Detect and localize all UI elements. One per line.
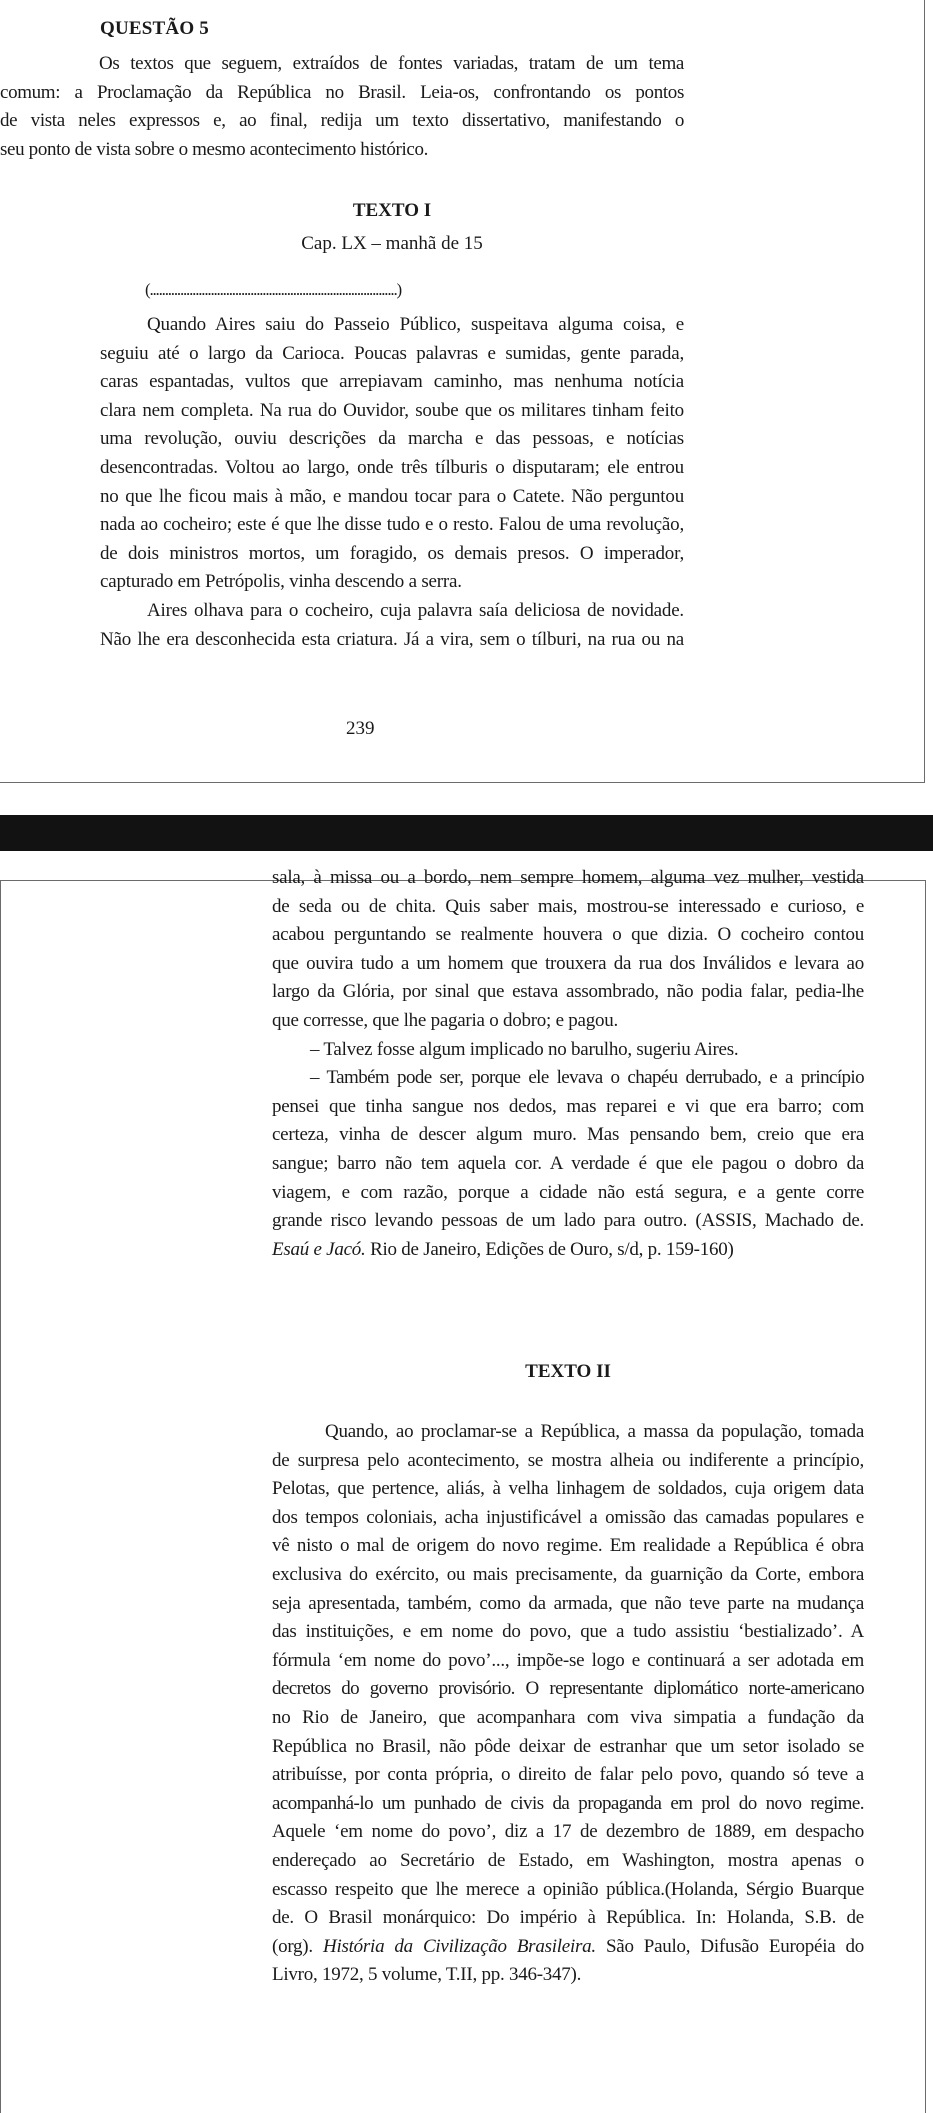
text-line: grande risco levando pessoas de um lado para outro. (ASSIS, Machado de. — [272, 1210, 864, 1232]
text-line: atribuísse, por conta própria, o direito de falar pelo povo, quando só teve a — [272, 1764, 864, 1786]
text-line: Não lhe era desconhecida esta criatura. Já a vira, sem o tílburi, na rua ou na — [100, 628, 684, 650]
text-line: nada ao cocheiro; este é que lhe disse tudo e o resto. Falou de uma revolução, — [100, 514, 684, 536]
citation-line — [272, 1933, 864, 1962]
text-line: decretos do governo provisório. O representante diplomático norte-americano — [272, 1678, 864, 1700]
text-line: Quando Aires saiu do Passeio Público, suspeitava alguma coisa, e — [147, 314, 684, 335]
omission-ellipsis: (.................................................................................) — [145, 280, 401, 299]
text-line: de surpresa pelo acontecimento, se mostra alheia ou indiferente a princípio, — [272, 1449, 864, 1471]
citation-line: Livro, 1972, 5 volume, T.II, pp. 346-347). — [272, 1964, 582, 1986]
text-line: no Rio de Janeiro, que acompanhara com viva simpatia a fundação da — [272, 1706, 864, 1728]
text-line: – Talvez fosse algum implicado no barulho, sugeriu Aires. — [310, 1038, 739, 1060]
text-line: de seda ou de chita. Quis saber mais, mostrou-se interessado e curioso, e — [272, 895, 864, 917]
text-line: capturado em Petrópolis, vinha descendo a serra. — [100, 571, 462, 593]
text-line: que ouvira tudo a um homem que trouxera da rua dos Inválidos e levara ao — [272, 952, 864, 974]
citation-details: Rio de Janeiro, Edições de Ouro, s/d, p. 159-160) — [365, 1238, 734, 1260]
question-intro — [0, 50, 684, 164]
intro-line: seu ponto de vista sobre o mesmo acontecimento histórico. — [0, 138, 429, 160]
page-239 — [0, 0, 925, 783]
text-line: sala, à missa ou a bordo, nem sempre homem, alguma vez mulher, vestida — [272, 867, 864, 888]
text-line: República no Brasil, não pôde deixar de estranhar que um setor isolado se — [272, 1735, 864, 1757]
texto-1-body-page-2 — [272, 864, 864, 1264]
text-line: Aquele ‘em nome do povo’, diz a 17 de dezembro de 1889, em despacho — [272, 1821, 864, 1843]
texto-1-body-page-1 — [100, 311, 684, 654]
text-line: escasso respeito que lhe merece a opinião pública.(Holanda, Sérgio Buarque — [272, 1878, 864, 1900]
text-line: Pelotas, que pertence, aliás, à velha linhagem de soldados, cuja origem data — [272, 1478, 864, 1500]
citation-details: São Paulo, Difusão Européia do — [595, 1935, 865, 1957]
text-line: Aires olhava para o cocheiro, cuja palavra saía deliciosa de novidade. — [147, 599, 684, 621]
text-line: endereçado ao Secretário de Estado, em Washington, mostra apenas o — [272, 1849, 864, 1871]
texto-2-body — [272, 1418, 864, 1990]
text-line: seja apresentada, também, como da armada, que não teve parte na mudança — [272, 1592, 864, 1614]
text-line: – Também pode ser, porque ele levava o chapéu derrubado, e a princípio — [310, 1067, 864, 1089]
text-line: dos tempos coloniais, acha injustificável a omissão das camadas populares e — [272, 1506, 864, 1528]
page-number: 239 — [346, 718, 375, 739]
text-line: uma revolução, ouviu descrições da marcha e das pessoas, e notícias — [100, 428, 684, 450]
text-line: pensei que tinha sangue nos dedos, mas reparei e vi que era barro; com — [272, 1095, 864, 1117]
text-line: viagem, e com razão, porque a cidade não está segura, e a gente corre — [272, 1181, 864, 1203]
text-line: de dois ministros mortos, um foragido, os demais presos. O imperador, — [100, 542, 684, 564]
text-line: no que lhe ficou mais à mão, e mandou tocar para o Catete. Não perguntou — [100, 485, 684, 507]
text-line: sangue; barro não tem aquela cor. A verdade é que ele pagou o dobro da — [272, 1152, 864, 1174]
text-line: que corresse, que lhe pagaria o dobro; e pagou. — [272, 1009, 618, 1031]
intro-line: comum: a Proclamação da República no Brasil. Leia-os, confrontando os pontos — [0, 81, 684, 103]
text-line: Quando, ao proclamar-se a República, a massa da população, tomada — [325, 1421, 864, 1442]
text-line: largo da Glória, por sinal que estava assombrado, não podia falar, pedia-lhe — [272, 981, 864, 1003]
citation-prefix: (org). — [272, 1935, 323, 1957]
text-line: fórmula ‘em nome do povo’..., impõe-se logo e continuará a ser adotada em — [272, 1649, 864, 1671]
text-line: exclusiva do exército, ou mais precisamente, da guarnição da Corte, embora — [272, 1563, 864, 1585]
text-line: caras espantadas, vultos que arrepiavam caminho, mas nenhuma notícia — [100, 371, 684, 393]
texto-2-heading: TEXTO II — [525, 1361, 611, 1382]
text-line: acompanhá-lo um punhado de civis da propaganda em prol do novo regime. — [272, 1792, 864, 1814]
page-separator-band — [0, 815, 933, 851]
texto-1-subheading: Cap. LX – manhã de 15 — [301, 233, 483, 254]
text-line: vê nisto o mal de origem do novo regime. Em realidade a República é obra — [272, 1535, 864, 1557]
citation-book-title: História da Civilização Brasileira. — [322, 1935, 596, 1957]
text-line: acabou perguntando se realmente houvera o que dizia. O cocheiro contou — [272, 924, 864, 946]
question-title: QUESTÃO 5 — [100, 18, 209, 39]
citation-book-title: Esaú e Jacó. — [272, 1238, 366, 1260]
intro-line: Os textos que seguem, extraídos de fontes variadas, tratam de um tema — [99, 53, 684, 74]
text-line: seguiu até o largo da Carioca. Poucas palavras e sumidas, gente parada, — [100, 342, 684, 364]
text-line: desencontradas. Voltou ao largo, onde três tílburis o disputaram; ele entrou — [100, 456, 684, 478]
intro-line: de vista neles expressos e, ao final, redija um texto dissertativo, manifestando o — [0, 110, 684, 131]
text-line: das instituições, e em nome do povo, que a tudo assistiu ‘bestializado’. A — [272, 1621, 864, 1643]
text-line: de. O Brasil monárquico: Do império à República. In: Holanda, S.B. de — [272, 1907, 864, 1929]
text-line: clara nem completa. Na rua do Ouvidor, soube que os militares tinham feito — [100, 399, 684, 421]
citation-line — [272, 1236, 864, 1265]
texto-1-heading: TEXTO I — [352, 200, 432, 221]
text-line: certeza, vinha de descer algum muro. Mas pensando bem, creio que era — [272, 1124, 864, 1146]
